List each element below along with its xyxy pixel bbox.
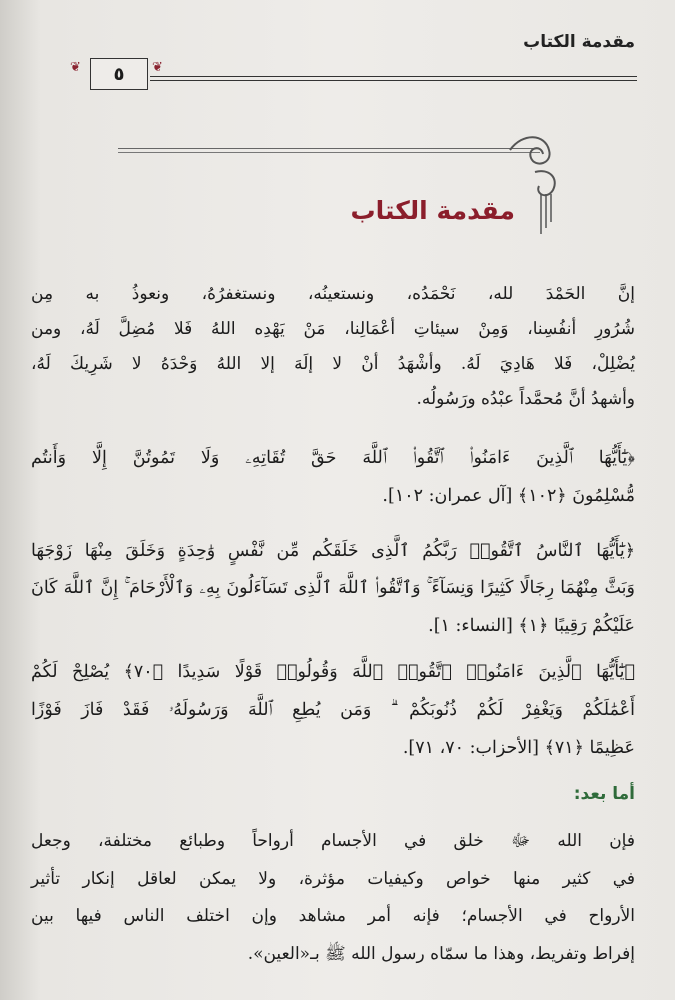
running-title: مقدمة الكتاب: [523, 32, 635, 52]
body-line: في كثير منها خواص وكيفيات مؤثرة، ولا يمكن لعاقل إنكار تأثير: [31, 869, 635, 889]
verse-line: عَلَيْكُمْ رَقِيبًا ﴿١﴾ [النساء: ١].: [428, 616, 635, 636]
body-line: الأرواح في الأجسام؛ فإنه أمر مشاهد وإن اختلف الناس فيها بين: [31, 906, 635, 926]
intro-line: إنَّ الحَمْدَ لله، نَحْمَدُه، ونستعينُه، ونستغفرُهُ، ونعوذُ به مِن: [31, 284, 635, 304]
verse-line: ﴿يَٰٓأَيُّهَا ٱلنَّاسُ ٱتَّقُوا۟ رَبَّكُمُ ٱلَّذِى خَلَقَكُم مِّن نَّفْسٍ وَٰحِدَةٍ وَخَلَقَ مِنْهَا زَوْجَهَا: [31, 541, 635, 561]
intro-line: شُرُورِ أنفُسِنا، وَمِنْ سيئاتِ أعْمَالِنا، مَنْ يَهْدِه اللهُ فَلا مُضِلَّ لَهُ، ومن: [31, 319, 635, 339]
verse-line: عَظِيمًا ﴿٧١﴾ [الأحزاب: ٧٠، ٧١].: [402, 738, 635, 758]
title-rule: [118, 148, 540, 153]
body-line: إفراط وتفريط، وهذا ما سمّاه رسول الله ﷺ بـ«العين».: [247, 944, 635, 964]
intro-line: وأشهدُ أنَّ مُحمَّداً عبْدُه ورَسُولُه.: [416, 389, 635, 409]
chapter-title: مقدمة الكتاب: [350, 196, 515, 225]
right-ornament-icon: ❦: [152, 60, 163, 75]
header-rule: [150, 76, 637, 81]
intro-line: يُضْلِلْ، فَلا هَادِيَ لَهُ. وأشْهَدُ أنْ لا إلَهَ إلا اللهُ وَحْدَهُ لا شَرِيكَ لَهُ،: [31, 354, 635, 374]
page-number: ٥: [90, 58, 148, 90]
left-ornament-icon: ❦: [70, 60, 81, 75]
verse-line: وَبَثَّ مِنْهُمَا رِجَالًا كَثِيرًا وَنِسَآءً ۚ وَٱتَّقُوا۟ ٱللَّهَ ٱلَّذِى تَسَآءَلُونَ بِهِۦ وَٱلْأَرْحَامَ ۚ إِنَّ ٱللَّهَ كَانَ: [31, 578, 635, 598]
verse-line: مُّسْلِمُونَ ﴿١٠٢﴾ [آل عمران: ١٠٢].: [382, 486, 635, 506]
section-subheading: أما بعد:: [573, 784, 635, 804]
verse-line: ﴿يَٰٓأَيُّهَا ٱلَّذِينَ ءَامَنُوا۟ ٱتَّقُوا۟ ٱللَّهَ وَقُولُوا۟ قَوْلًا سَدِيدًا ﴿٧٠﴾ يُصْلِحْ لَكُمْ: [31, 662, 635, 682]
body-line: فإن الله ﷻ خلق في الأجسام أرواحاً وطبائع مختلفة، وجعل: [31, 831, 635, 851]
verse-line: ﴿يَٰٓأَيُّهَا ٱلَّذِينَ ءَامَنُوا۟ ٱتَّقُوا۟ ٱللَّهَ حَقَّ تُقَاتِهِۦ وَلَا تَمُوتُنَّ إِلَّا وَأَنتُم: [31, 448, 635, 468]
verse-line: أَعْمَٰلَكُمْ وَيَغْفِرْ لَكُمْ ذُنُوبَكُمْ ۗ وَمَن يُطِعِ ٱللَّهَ وَرَسُولَهُۥ فَقَدْ فَازَ فَوْزًا: [31, 700, 635, 720]
